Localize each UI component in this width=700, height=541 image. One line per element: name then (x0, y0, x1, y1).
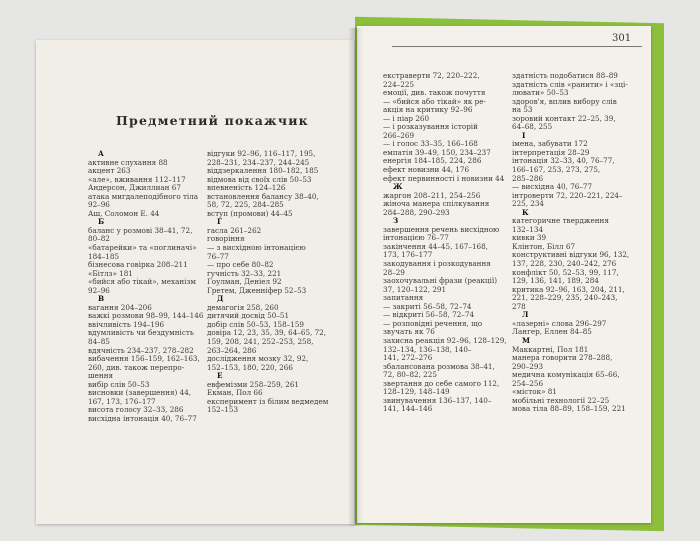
index-entry: енергія 184–185, 224, 286 (383, 156, 482, 166)
index-entry: медична комунікація 65–66, (512, 370, 620, 380)
index-entry: вдумливість чи бездумність (88, 328, 194, 338)
index-letter-heading: М (522, 335, 530, 345)
index-entry: інтерпретація 28–29 (512, 147, 590, 157)
index-letter-heading: Д (217, 294, 224, 304)
index-entry: говоріння (207, 234, 245, 244)
index-entry: кивки 39 (512, 233, 547, 243)
index-entry: захисна реакція 92–96, 128–129, (383, 335, 507, 345)
index-entry: відмова від своїх слів 50–53 (207, 174, 312, 184)
index-entry: — висхідна 40, 76–77 (512, 182, 593, 192)
index-entry: емпатія 39–49, 150, 234–237 (383, 147, 491, 157)
index-entry: 284–288, 290–293 (383, 207, 450, 217)
index-entry: заохочувальні фрази (реакції) (383, 276, 498, 286)
index-entry: здоров'я, вплив вибору слів (512, 96, 617, 106)
index-entry: — відкриті 56–58, 72–74 (383, 310, 475, 320)
index-entry: встановлення балансу 38–40, (207, 191, 319, 201)
index-entry: 141, 144–146 (383, 404, 433, 414)
index-entry: — розповідні речення, що (383, 318, 483, 328)
index-entry: висновки (завершення) 44, (88, 388, 192, 398)
index-entry: — закриті 56–58, 72–74 (383, 301, 472, 311)
index-entry: мобільні технології 22–25 (512, 395, 610, 405)
index-entry: «але», вживання 112–117 (88, 174, 186, 184)
index-letter-heading: З (393, 216, 399, 226)
index-entry: 137, 228, 230, 240–242, 276 (512, 259, 617, 269)
index-entry: 224–225 (383, 79, 415, 89)
index-entry: 84–85 (88, 337, 110, 347)
index-entry: 80–82 (88, 234, 110, 244)
index-entry: 141, 272–276 (383, 353, 433, 363)
index-entry: 278 (512, 301, 526, 311)
index-entry: 225, 234 (512, 199, 545, 209)
index-entry: 285–286 (512, 173, 544, 183)
header-rule (392, 46, 642, 47)
index-entry: Лангер, Еллен 84–85 (512, 327, 592, 337)
index-entry: 37, 120–122, 291 (383, 284, 447, 294)
index-entry: Клінтон, Білл 67 (512, 241, 576, 251)
index-entry: завершення речень висхідною (383, 224, 500, 234)
index-entry: збалансована розмова 38–41, (383, 361, 495, 371)
index-entry: жаргон 208–211, 254–256 (383, 190, 481, 200)
index-entry: 263–264, 286 (207, 345, 257, 355)
index-entry: 132–134, 136–138, 140– (383, 344, 472, 354)
index-entry: конфлікт 50, 52–53, 99, 117, (512, 267, 619, 277)
index-entry: вдячність 234–237, 278–282 (88, 345, 194, 355)
index-column-4 (512, 72, 629, 414)
index-entry: «лазерні» слова 296–297 (512, 318, 607, 328)
index-entry: критика 92–96, 163, 204, 211, (512, 284, 625, 294)
index-entry: гасла 261–262 (207, 225, 262, 235)
index-entry: дитячий досвід 50–51 (207, 311, 290, 321)
index-entry: емоції, див. також почуття (383, 88, 486, 98)
index-entry: Андерсон, Джиллиан 67 (88, 183, 181, 193)
book-spine (348, 28, 364, 526)
index-entry: 58, 72, 225, 284–285 (207, 200, 284, 210)
index-entry: інтонація 32–33, 40, 76–77, (512, 156, 615, 166)
index-entry: 132–134 (512, 224, 544, 234)
index-column-1 (88, 150, 203, 424)
index-letter-heading: Е (217, 371, 223, 381)
index-entry: експеримент із білим ведмедем (207, 396, 329, 406)
index-entry: 266–269 (383, 130, 415, 140)
index-letter-heading: В (98, 294, 105, 304)
index-entry: важкі розмови 98–99, 144–146 (88, 311, 204, 321)
index-entry: довіра 12, 23, 35, 39, 64–65, 72, (207, 328, 327, 338)
index-entry: ввічливість 194–196 (88, 319, 165, 329)
index-entry: висота голосу 32–33, 286 (88, 405, 184, 415)
index-entry: ефект первинності і новизни 44 (383, 173, 505, 183)
index-entry: звинувачення 136–137, 140– (383, 395, 492, 405)
index-entry: «місток» 81 (512, 387, 557, 397)
index-column-3 (383, 72, 507, 414)
index-entry: — і голос 33–35, 166–168 (383, 139, 478, 149)
index-entry: Екман, Пол 66 (207, 388, 263, 398)
index-entry: акція на критику 92–96 (383, 105, 473, 115)
index-letter-heading: К (522, 207, 529, 217)
index-entry: запитання (383, 293, 424, 303)
index-entry: акцент 263 (88, 166, 131, 176)
index-entry: 152–153 (207, 405, 239, 415)
index-entry: 64–68, 255 (512, 122, 553, 132)
index-column-2 (207, 150, 328, 415)
index-entry: зоровий контакт 22–25, 39, (512, 113, 616, 123)
index-letter-heading: І (522, 130, 526, 140)
index-entry: здатність слів «ранити» і «зці- (512, 79, 628, 89)
index-entry: евфемізми 258–259, 261 (207, 379, 299, 389)
index-entry: 254–256 (512, 378, 544, 388)
index-entry: ефект новизни 44, 176 (383, 165, 470, 175)
index-entry: категоричне твердження (512, 216, 609, 226)
index-entry: на 53 (512, 105, 533, 115)
index-entry: Аш, Соломон Е. 44 (88, 208, 160, 218)
index-title: Предметний покажчик (116, 113, 309, 128)
index-entry: 184–185 (88, 251, 120, 261)
index-entry: атака мигдалеподібного тіла (88, 191, 199, 201)
index-entry: екстраверти 72, 220–222, (383, 71, 480, 80)
index-entry: 173, 176–177 (383, 250, 433, 260)
index-entry: бізнесова говірка 208–211 (88, 260, 188, 270)
index-entry: 129, 136, 141, 189, 284 (512, 276, 599, 286)
index-entry: звучать як 76 (383, 327, 435, 337)
index-letter-heading: Ж (393, 182, 403, 192)
index-entry: 167, 173, 176–177 (88, 396, 156, 406)
index-entry: інтонацією 76–77 (383, 233, 449, 243)
index-entry: Гретем, Дженніфер 52–53 (207, 285, 307, 295)
index-entry: мова тіла 88–89, 158–159, 221 (512, 404, 626, 414)
index-entry: 290–293 (512, 361, 544, 371)
index-entry: — «бийся або тікай» як ре- (383, 96, 486, 106)
index-entry: 159, 208, 241, 252–253, 258, (207, 337, 314, 347)
index-entry: вибір слів 50–53 (88, 379, 150, 389)
index-entry: вибачення 156–159, 162–163, (88, 354, 200, 364)
index-entry: 28–29 (383, 267, 405, 277)
index-entry: жіноча манера спілкування (383, 199, 490, 209)
index-entry: імена, забувати 172 (512, 139, 588, 149)
index-entry: 152–153, 180, 220, 266 (207, 362, 293, 372)
index-entry: — і піар 260 (383, 113, 430, 123)
index-entry: — і розказування історій (383, 122, 478, 132)
index-entry: Маккартні, Пол 181 (512, 344, 589, 354)
index-entry: здатність подобатися 88–89 (512, 71, 618, 80)
index-entry: 92–96 (88, 285, 110, 295)
index-entry: гучність 32–33, 221 (207, 268, 282, 278)
index-entry: — з висхідною інтонацією (207, 243, 306, 253)
page-number: 301 (612, 33, 632, 44)
index-entry: «батарейки» та «поглиначі» (88, 243, 197, 253)
index-entry: закінчення 44–45, 167–168, (383, 241, 488, 251)
index-entry: інтроверти 72, 220–221, 224– (512, 190, 623, 200)
index-entry: «Бітлз» 181 (88, 268, 133, 278)
index-entry: лювати» 50–53 (512, 88, 569, 98)
index-entry: 72, 80–82, 225 (383, 370, 437, 380)
index-entry: манера говорити 278–288, (512, 353, 613, 363)
index-letter-heading: Б (98, 217, 105, 227)
index-entry: Гоулман, Деніел 92 (207, 277, 282, 287)
index-entry: 92–96 (88, 200, 110, 210)
index-entry: віддзеркалення 180–182, 185 (207, 166, 319, 176)
index-entry: 228–231, 234–237, 244–245 (207, 157, 310, 167)
index-entry: звертання до себе самого 112, (383, 378, 500, 388)
index-letter-heading: А (98, 149, 104, 158)
index-entry: 166–167, 253, 273, 275, (512, 165, 601, 175)
index-entry: вступ (промови) 44–45 (207, 208, 293, 218)
index-entry: висхідна інтонація 40, 76–77 (88, 413, 197, 423)
index-entry: баланс у розмові 38–41, 72, (88, 225, 193, 235)
index-letter-heading: Г (217, 217, 222, 227)
index-entry: 76–77 (207, 251, 229, 261)
index-letter-heading: Л (522, 310, 529, 320)
index-entry: 260, див. також перепро- (88, 362, 185, 372)
index-entry: «бийся або тікай», механізм (88, 277, 196, 287)
index-entry: вагання 204–206 (88, 302, 152, 312)
index-entry: добір слів 50–53, 158–159 (207, 319, 304, 329)
index-entry: — про себе 80–82 (207, 260, 274, 270)
index-entry: дослідження мозку 32, 92, (207, 354, 309, 364)
index-entry: шення (88, 371, 114, 381)
index-entry: закодування і розкодування (383, 259, 491, 269)
index-entry: відгуки 92–96, 116–117, 195, (207, 149, 316, 158)
index-entry: активне слухання 88 (88, 157, 168, 167)
index-entry: конструктивні відгуки 96, 132, (512, 250, 630, 260)
index-entry: впевненість 124–126 (207, 183, 286, 193)
index-entry: 128–129, 148–149 (383, 387, 450, 397)
index-entry: демагогія 258, 260 (207, 302, 279, 312)
index-entry: 221, 228–229, 235, 240–243, (512, 293, 618, 303)
